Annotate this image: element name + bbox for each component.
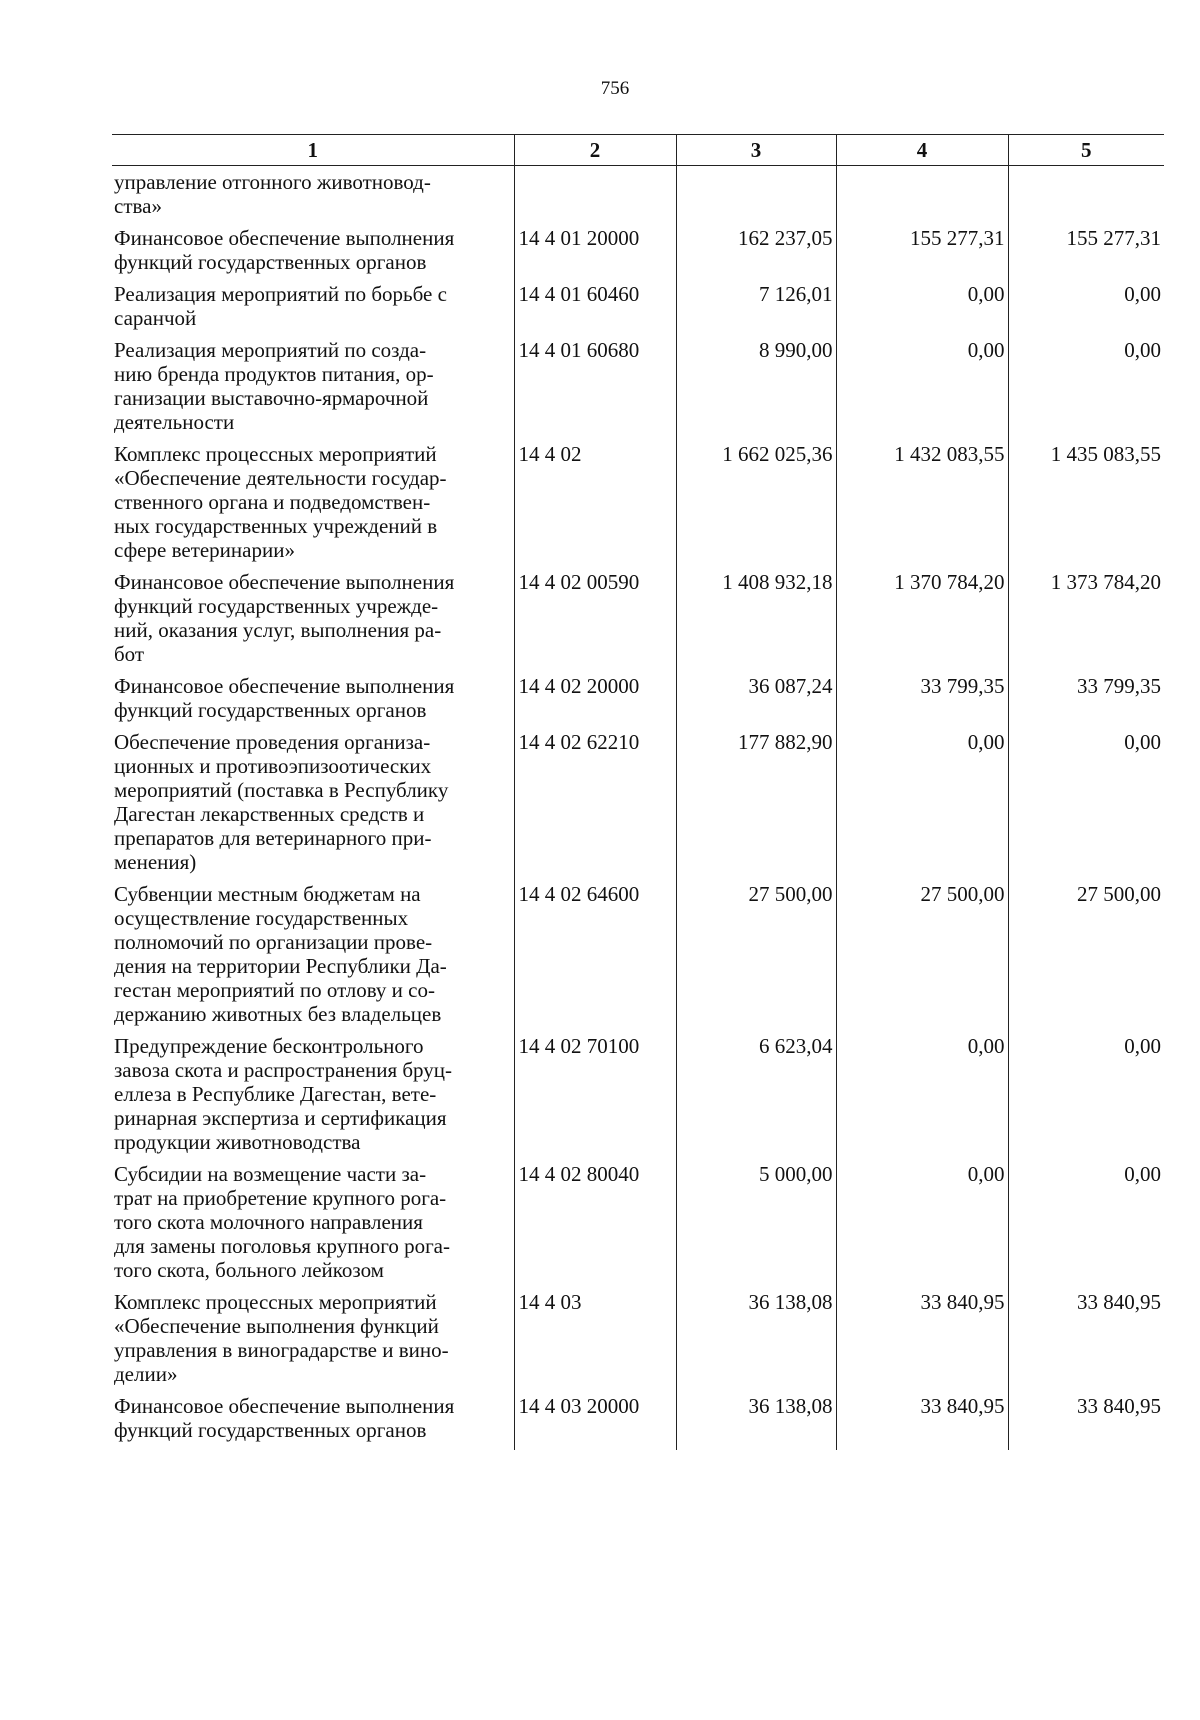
row-value-col-4: 0,00 xyxy=(836,1034,1008,1162)
row-value-col-5: 0,00 xyxy=(1008,1162,1164,1290)
row-code: 14 4 02 62210 xyxy=(514,730,676,882)
table-body xyxy=(112,166,1164,1451)
row-value-col-4: 1 432 083,55 xyxy=(836,442,1008,570)
row-value-col-4 xyxy=(836,166,1008,227)
row-value-col-4: 1 370 784,20 xyxy=(836,570,1008,674)
row-name: Комплекс процессных мероприятий «Обеспечение выполнения функций управления в виноградарстве и вино- делии» xyxy=(114,1290,449,1386)
row-value-col-4: 0,00 xyxy=(836,730,1008,882)
table-row xyxy=(112,1394,1164,1450)
row-value-col-3: 177 882,90 xyxy=(676,730,836,882)
table-row xyxy=(112,730,1164,882)
row-value-col-4: 33 840,95 xyxy=(836,1394,1008,1450)
row-value-col-4: 0,00 xyxy=(836,338,1008,442)
row-code: 14 4 02 64600 xyxy=(514,882,676,1034)
row-name: Обеспечение проведения организа- ционных и противоэпизоотических мероприятий (поставка в Республику Дагестан лекарственных средств и препаратов для ветеринарного при- менения) xyxy=(114,730,449,874)
row-code: 14 4 02 70100 xyxy=(514,1034,676,1162)
row-value-col-3: 5 000,00 xyxy=(676,1162,836,1290)
row-value-col-4: 33 840,95 xyxy=(836,1290,1008,1394)
row-code: 14 4 01 60460 xyxy=(514,282,676,338)
row-name: Финансовое обеспечение выполнения функций государственных органов xyxy=(114,674,455,722)
row-name: Комплекс процессных мероприятий «Обеспечение деятельности государ- ственного органа и подведомствен- ных государственных учреждений в сфере ветеринарии» xyxy=(114,442,447,562)
row-name: Финансовое обеспечение выполнения функций государственных органов xyxy=(114,226,455,274)
row-value-col-3: 1 408 932,18 xyxy=(676,570,836,674)
row-value-col-3: 36 138,08 xyxy=(676,1290,836,1394)
row-value-col-5: 0,00 xyxy=(1008,338,1164,442)
row-value-col-4: 0,00 xyxy=(836,282,1008,338)
row-code: 14 4 02 xyxy=(514,442,676,570)
row-code: 14 4 03 20000 xyxy=(514,1394,676,1450)
row-value-col-5: 27 500,00 xyxy=(1008,882,1164,1034)
header-row xyxy=(112,135,1164,166)
table-row xyxy=(112,1290,1164,1394)
header-col-1: 1 xyxy=(112,135,514,166)
page-number: 756 xyxy=(600,78,630,99)
row-code: 14 4 03 xyxy=(514,1290,676,1394)
row-name: управление отгонного животновод- ства» xyxy=(114,170,431,218)
row-value-col-3: 1 662 025,36 xyxy=(676,442,836,570)
row-code: 14 4 02 80040 xyxy=(514,1162,676,1290)
budget-table xyxy=(112,134,1164,1450)
row-value-col-5: 1 373 784,20 xyxy=(1008,570,1164,674)
row-value-col-5: 33 840,95 xyxy=(1008,1290,1164,1394)
row-name: Финансовое обеспечение выполнения функций государственных учрежде- ний, оказания услуг, выполнения ра- бот xyxy=(114,570,455,666)
row-name: Субвенции местным бюджетам на осуществление государственных полномочий по организации прове- дения на территории Республики Да- гестан мероприятий по отлову и со- держанию животных без владельцев xyxy=(114,882,447,1026)
row-value-col-3: 6 623,04 xyxy=(676,1034,836,1162)
table-row xyxy=(112,226,1164,282)
row-value-col-5: 33 799,35 xyxy=(1008,674,1164,730)
row-value-col-5: 0,00 xyxy=(1008,1034,1164,1162)
table-row xyxy=(112,1162,1164,1290)
row-value-col-5: 0,00 xyxy=(1008,282,1164,338)
row-code: 14 4 01 60680 xyxy=(514,338,676,442)
row-value-col-3: 162 237,05 xyxy=(676,226,836,282)
table-row xyxy=(112,674,1164,730)
table-row xyxy=(112,1034,1164,1162)
table-row xyxy=(112,166,1164,227)
row-code xyxy=(514,166,676,227)
row-value-col-4: 0,00 xyxy=(836,1162,1008,1290)
table-row xyxy=(112,282,1164,338)
row-code: 14 4 01 20000 xyxy=(514,226,676,282)
header-col-4: 4 xyxy=(836,135,1008,166)
row-value-col-4: 155 277,31 xyxy=(836,226,1008,282)
row-value-col-4: 27 500,00 xyxy=(836,882,1008,1034)
row-name: Предупреждение бесконтрольного завоза скота и распространения бруц- еллеза в Республике Дагестан, вете- ринарная экспертиза и сертификация продукции животноводства xyxy=(114,1034,452,1154)
row-value-col-3: 8 990,00 xyxy=(676,338,836,442)
row-value-col-5: 1 435 083,55 xyxy=(1008,442,1164,570)
table-row xyxy=(112,442,1164,570)
table-row xyxy=(112,882,1164,1034)
row-name: Реализация мероприятий по созда- нию бренда продуктов питания, ор- ганизации выставочно-ярмарочной деятельности xyxy=(114,338,434,434)
row-name: Субсидии на возмещение части за- трат на приобретение крупного рога- того скота молочного направления для замены поголовья крупного рога- того скота, больного лейкозом xyxy=(114,1162,450,1282)
row-name: Финансовое обеспечение выполнения функций государственных органов xyxy=(114,1394,455,1442)
row-value-col-3 xyxy=(676,166,836,227)
row-value-col-3: 36 138,08 xyxy=(676,1394,836,1450)
row-name: Реализация мероприятий по борьбе с саранчой xyxy=(114,282,447,330)
header-col-5: 5 xyxy=(1008,135,1164,166)
row-value-col-4: 33 799,35 xyxy=(836,674,1008,730)
table-row xyxy=(112,338,1164,442)
row-value-col-3: 7 126,01 xyxy=(676,282,836,338)
row-value-col-3: 27 500,00 xyxy=(676,882,836,1034)
row-value-col-5: 33 840,95 xyxy=(1008,1394,1164,1450)
row-value-col-5: 0,00 xyxy=(1008,730,1164,882)
header-col-2: 2 xyxy=(514,135,676,166)
table-row xyxy=(112,570,1164,674)
row-value-col-5: 155 277,31 xyxy=(1008,226,1164,282)
row-value-col-3: 36 087,24 xyxy=(676,674,836,730)
row-code: 14 4 02 00590 xyxy=(514,570,676,674)
row-code: 14 4 02 20000 xyxy=(514,674,676,730)
table-header xyxy=(112,135,1164,166)
row-value-col-5 xyxy=(1008,166,1164,227)
header-col-3: 3 xyxy=(676,135,836,166)
